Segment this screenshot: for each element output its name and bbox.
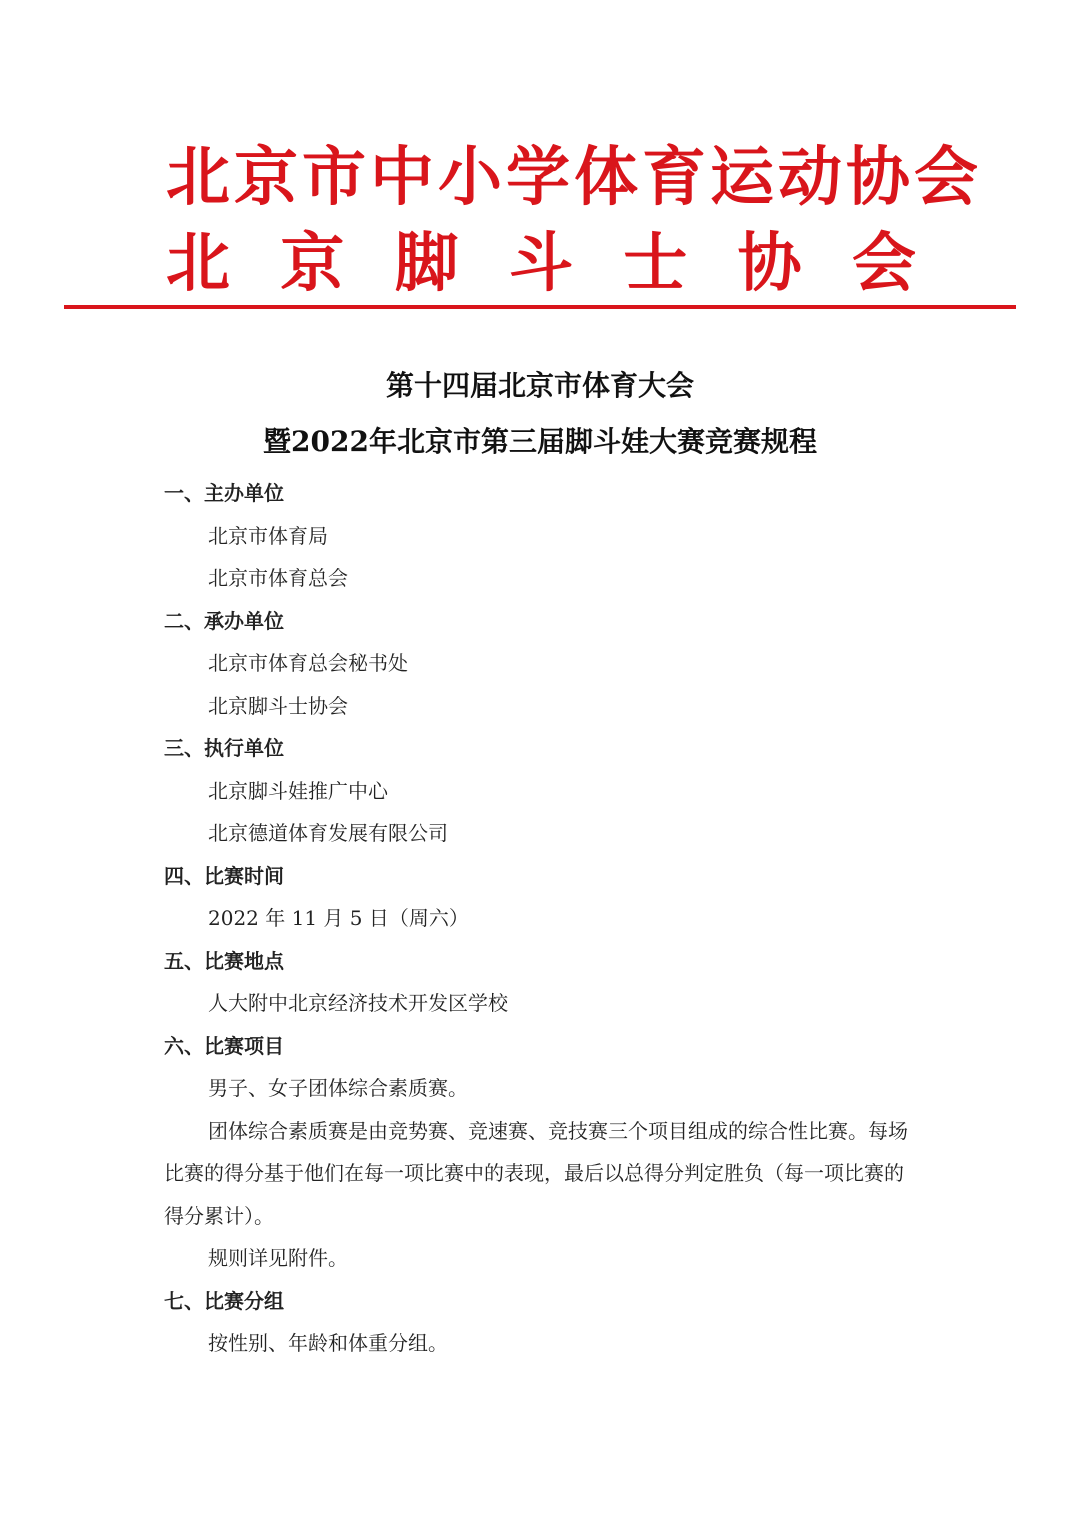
- section-heading: 六、比赛项目: [164, 1033, 284, 1058]
- section-paragraph: 人大附中北京经济技术开发区学校: [208, 991, 508, 1015]
- document-title-line-1: 第十四届北京市体育大会: [385, 369, 694, 402]
- section-heading: 七、比赛分组: [164, 1288, 284, 1313]
- section-heading: 一、主办单位: [164, 481, 284, 505]
- section-paragraph: 按性别、年龄和体重分组。: [208, 1331, 448, 1355]
- section-executor: [164, 727, 920, 855]
- document-title-line-2: 暨2022年北京市第三届脚斗娃大赛竞赛规程: [263, 425, 817, 458]
- section-paragraph: 北京市体育总会秘书处: [208, 651, 408, 675]
- document-body: [164, 472, 920, 1365]
- letterhead-char: 脚: [394, 227, 459, 301]
- section-undertaker: [164, 600, 920, 728]
- letterhead-org-name-2: [166, 226, 916, 302]
- section-heading: 二、承办单位: [164, 608, 284, 633]
- section-heading: 三、执行单位: [164, 736, 284, 760]
- letterhead-red-rule: [64, 305, 1016, 309]
- section-match-groups: [164, 1280, 920, 1365]
- section-heading: 五、比赛地点: [164, 948, 284, 973]
- letterhead-char: 协: [737, 227, 802, 301]
- letterhead-char: 会: [851, 227, 916, 301]
- section-paragraph: 规则详见附件。: [208, 1246, 348, 1270]
- section-paragraph: 团体综合素质赛是由竞势赛、竞速赛、竞技赛三个项目组成的综合性比赛。每场比赛的得分基于他们在每一项比赛中的表现，最后以总得分判定胜负（每一项比赛的得分累计）。: [164, 1118, 908, 1228]
- section-paragraph: 2022 年 11 月 5 日（周六）: [208, 906, 469, 930]
- section-paragraph: 北京脚斗娃推广中心: [208, 778, 388, 803]
- section-paragraph: 北京市体育总会: [208, 566, 348, 590]
- letterhead-char: 斗: [508, 227, 573, 301]
- section-paragraph: 北京德道体育发展有限公司: [208, 821, 448, 845]
- section-heading: 四、比赛时间: [164, 863, 284, 888]
- letterhead-char: 京: [280, 227, 345, 301]
- letterhead-char: 士: [623, 227, 688, 301]
- section-paragraph: 男子、女子团体综合素质赛。: [208, 1076, 468, 1100]
- section-match-events: [164, 1025, 920, 1280]
- section-organizer: [164, 472, 920, 600]
- letterhead-char: 北: [166, 227, 230, 301]
- letterhead-org-name-1: 北京市中小学体育运动协会: [166, 141, 982, 215]
- section-match-time: [164, 855, 920, 940]
- section-paragraph: 北京脚斗士协会: [208, 693, 348, 718]
- section-paragraph: 北京市体育局: [208, 523, 328, 548]
- section-match-venue: [164, 940, 920, 1025]
